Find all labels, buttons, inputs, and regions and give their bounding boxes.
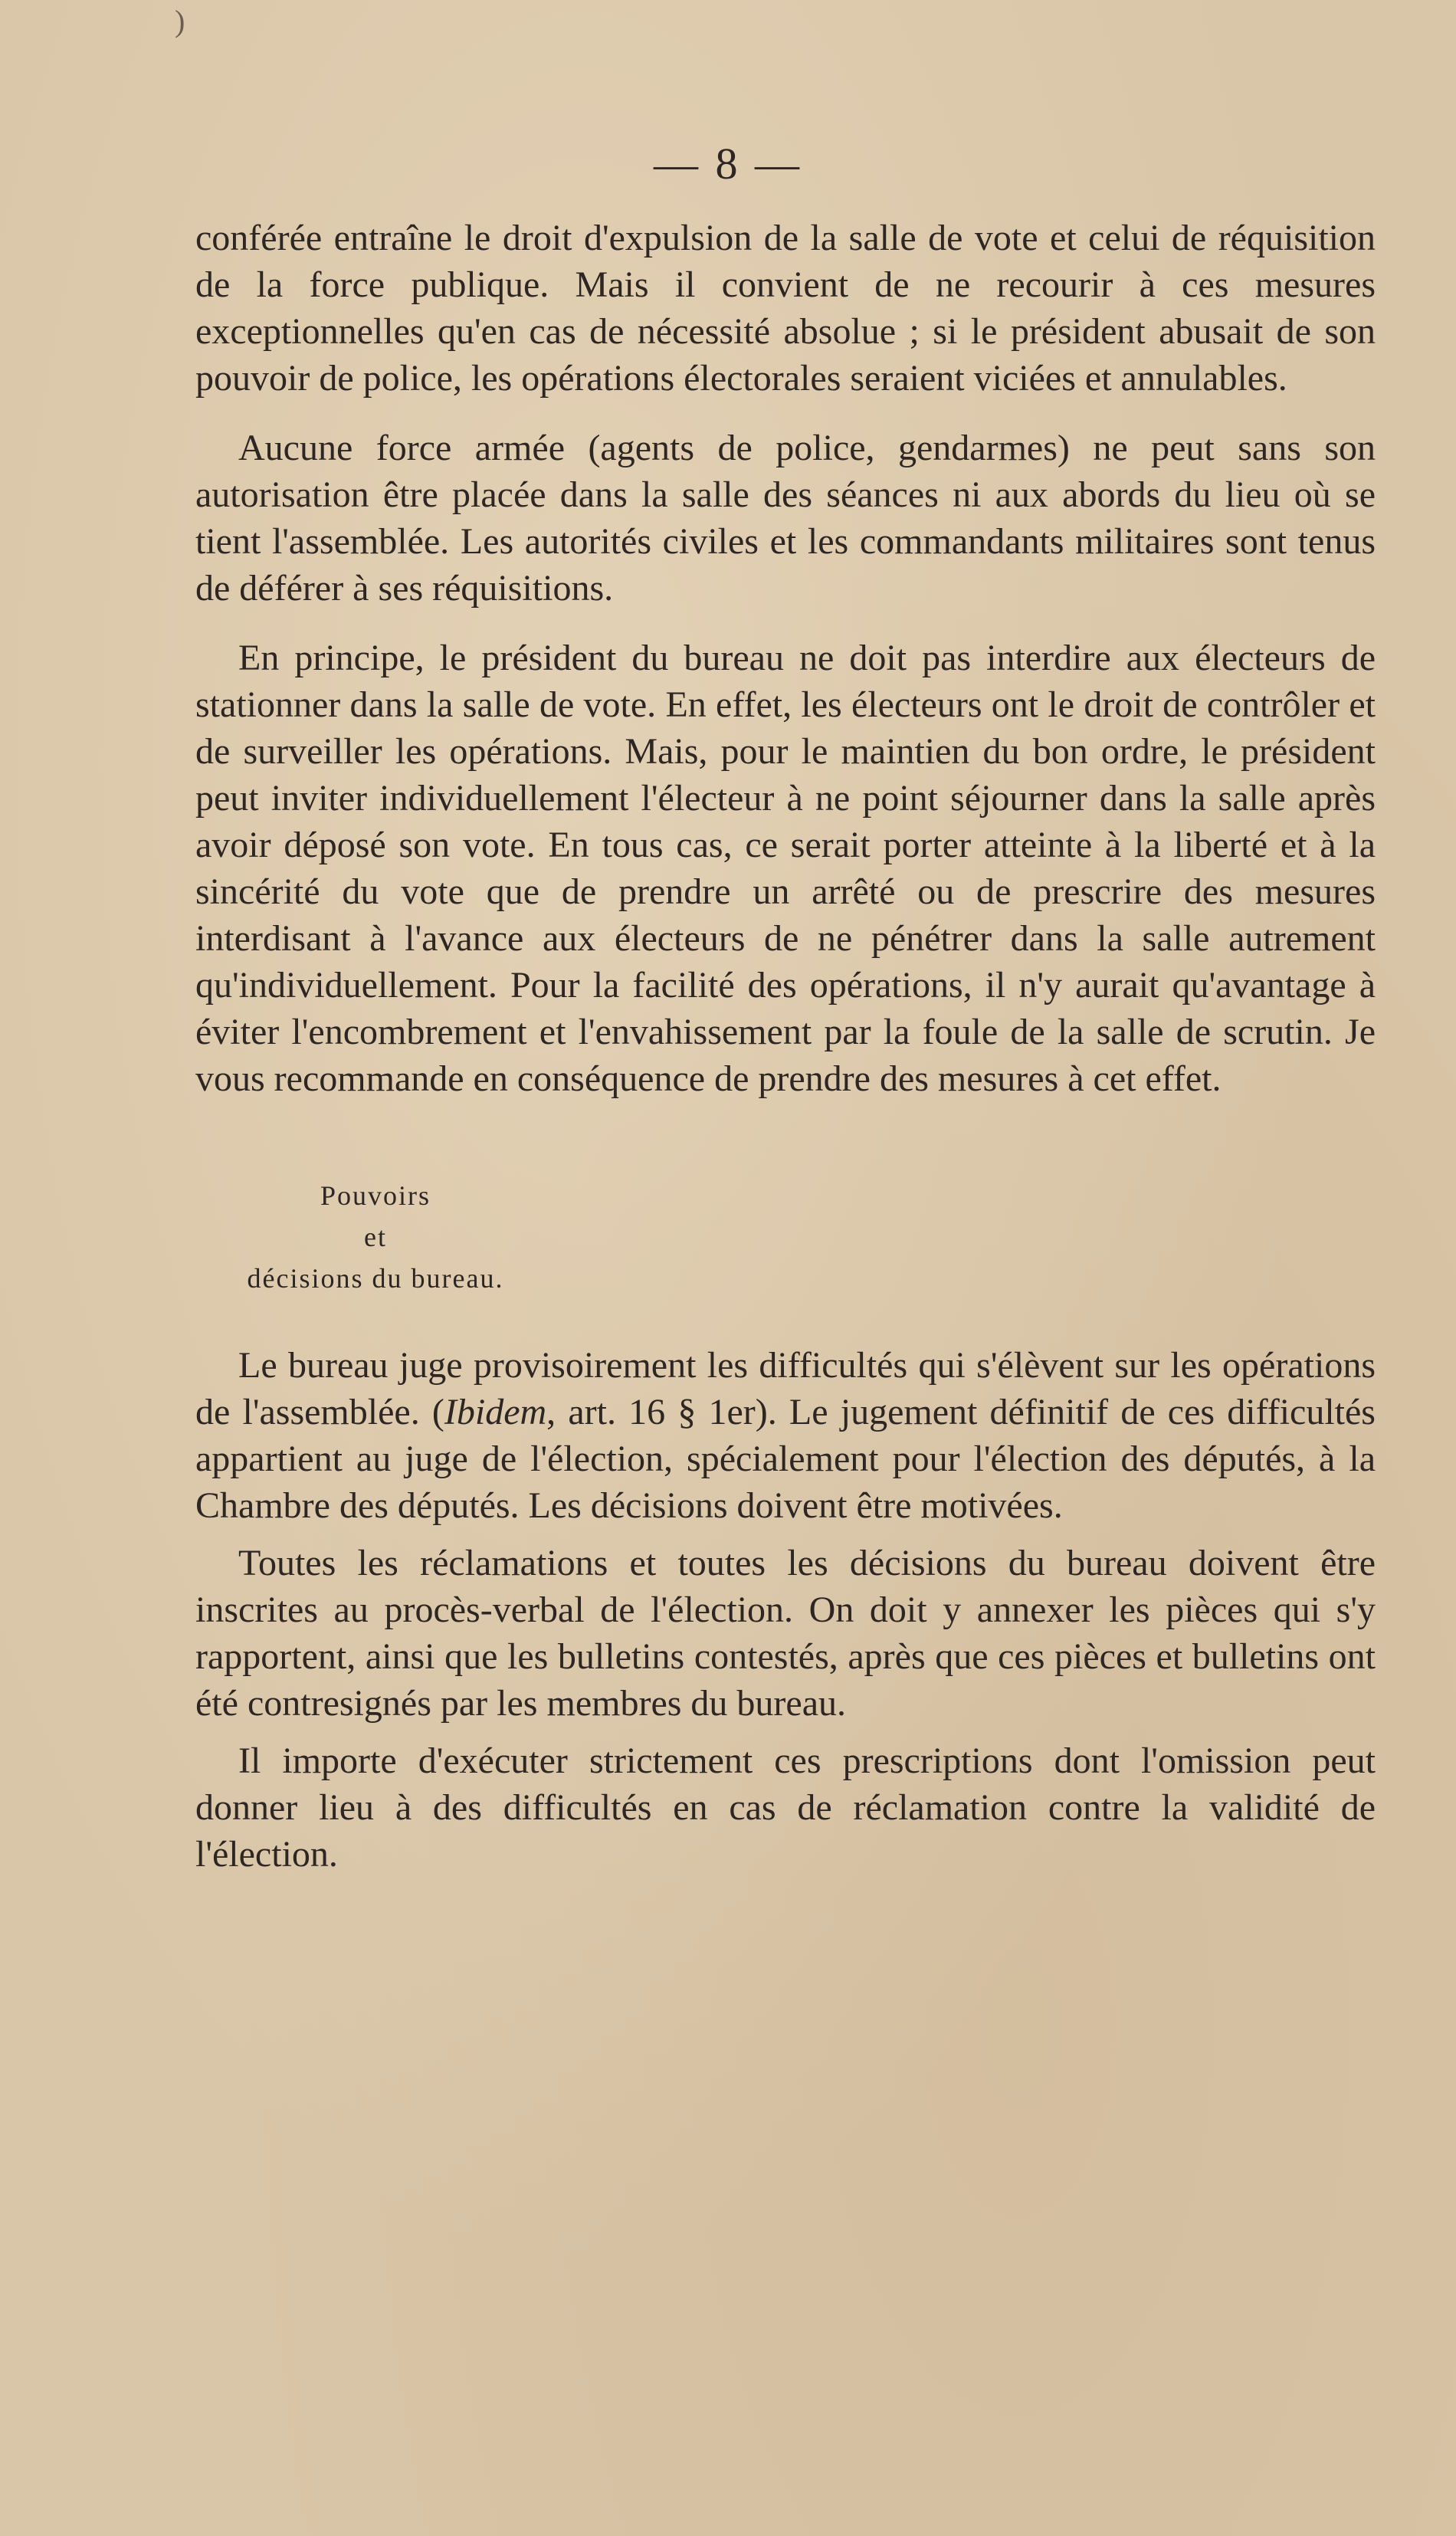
paragraph-armed-force: Aucune force armée (agents de police, gendarmes) ne peut sans son autorisation être placée dans la salle des séances ni aux abords du lieu où se tient l'assemblée. Les autorités civiles et les commandants militaires sont tenus de déférer à ses réquisitions. [195,428,1376,609]
paragraph-bureau-judges-part-1: Le bureau juge provisoirement les difficultés qui s'élèvent sur les opérations de l'assemblée. ( [195,1345,1376,1432]
paragraph-police-powers: conférée entraîne le droit d'expulsion de la salle de vote et celui de réquisition de la force publique. Mais il convient de ne recourir à ces mesures exceptionnelles qu'en cas de nécessité absolue ; si le président abusait de son pouvoir de police, les opérations électorales seraient viciées et annulables. [195,218,1376,399]
section-heading-line-2: et [364,1222,387,1252]
paragraph-bureau-judges-part-2: , art. 16 § 1er). Le jugement définitif de ces difficultés appartient au juge de l'élection, spécialement pour l'élection des députés, à la Chambre des députés. Les décisions doivent être motivées. [195,1392,1376,1526]
section-heading-line-1: Pouvoirs [320,1180,431,1211]
page-number: — 8 — [654,139,802,189]
edge-mark: ) [175,4,185,38]
body-text [195,215,1376,1878]
paragraph-prescriptions: Il importe d'exécuter strictement ces prescriptions dont l'omission peut donner lieu à des difficultés en cas de réclamation contre la validité de l'élection. [195,1740,1376,1875]
paragraph-bureau-judges-citation: Ibidem [444,1392,547,1432]
paragraph-voters-in-room: En principe, le président du bureau ne doit pas interdire aux électeurs de stationner dans la salle de vote. En effet, les électeurs ont le droit de contrôler et de surveiller les opérations. Mais, pour le maintien du bon ordre, le président peut inviter individuellement l'électeur à ne point séjourner dans la salle après avoir déposé son vote. En tous cas, ce serait porter atteinte à la liberté et à la sincérité du vote que de prendre un arrêté ou de prescrire des mesures interdisant à l'avance aux électeurs de ne pénétrer dans la salle autrement qu'individuellement. Pour la facilité des opérations, il n'y aurait qu'avantage à éviter l'encombrement et l'envahissement par la foule de la salle de scrutin. Je vous recommande en conséquence de prendre des mesures à cet effet. [195,638,1376,1099]
paragraph-bureau-judges [195,1342,1376,1529]
section-heading [195,1175,556,1299]
section-heading-line-3: décisions du bureau. [247,1263,504,1294]
paragraph-reclamations: Toutes les réclamations et toutes les décisions du bureau doivent être inscrites au procès-verbal de l'élection. On doit y annexer les pièces qui s'y rapportent, ainsi que les bulletins contestés, après que ces pièces et bulletins ont été contresignés par les membres du bureau. [195,1543,1376,1724]
